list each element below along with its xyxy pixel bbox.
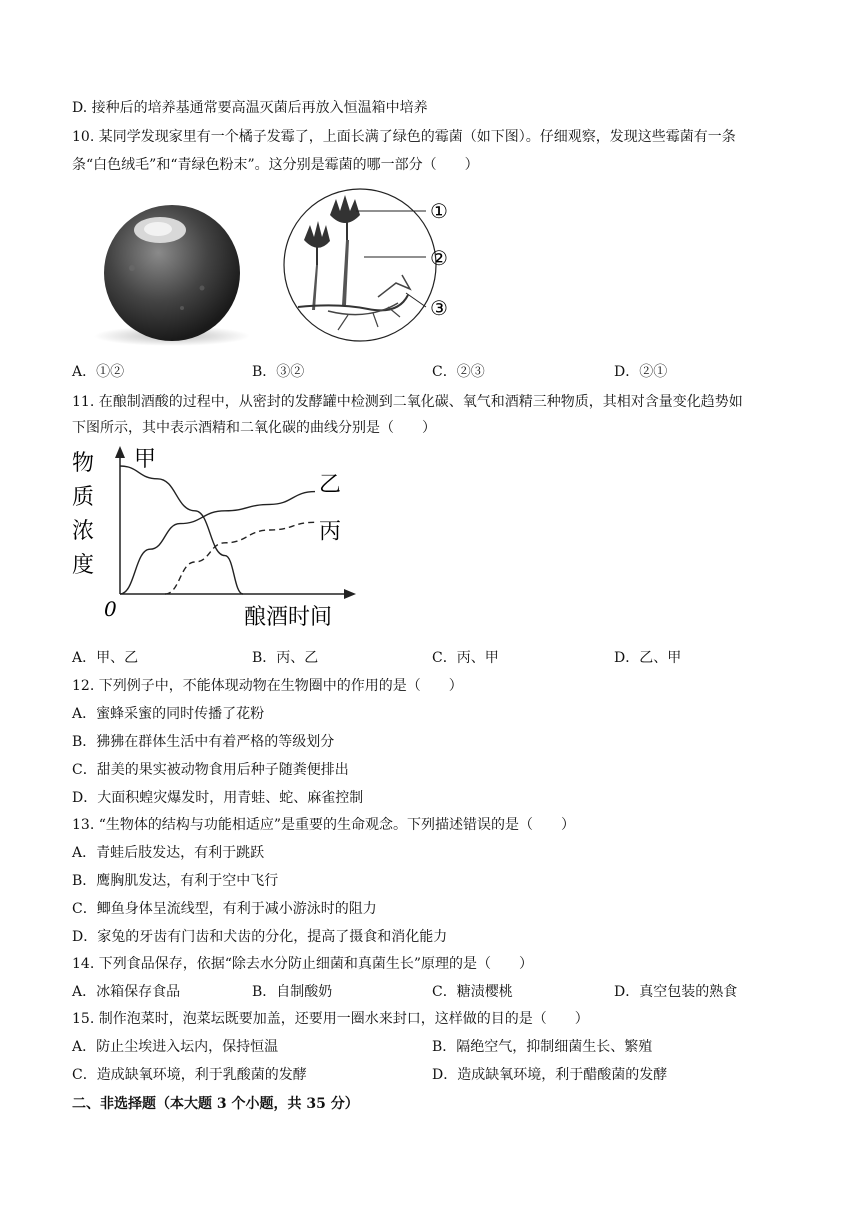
series-label-0: 甲 — [134, 447, 157, 472]
q15-option-b: B．隔绝空气，抑制细菌生长、繁殖 — [432, 1039, 653, 1055]
mold-structure-diagram — [278, 185, 468, 345]
chart-ylabel-char: 物 — [72, 451, 95, 476]
q14-option-d: D．真空包装的熟食 — [614, 984, 738, 1000]
q11-stem-line2: 下图所示，其中表示酒精和二氧化碳的曲线分别是（ ） — [72, 420, 436, 436]
q14-option-b: B．自制酸奶 — [252, 984, 333, 1000]
mold-label-3: ③ — [430, 296, 448, 320]
q15-option-a: A．防止尘埃进入坛内，保持恒温 — [72, 1039, 279, 1055]
section2-heading: 二、非选择题（本大题 3 个小题，共 35 分） — [72, 1096, 359, 1112]
moldy-orange-photo — [72, 188, 262, 348]
q15-stem: 15. 制作泡菜时，泡菜坛既要加盖，还要用一圈水来封口，这样做的目的是（ ） — [72, 1011, 589, 1027]
series-label-2: 丙 — [319, 519, 342, 545]
y-axis-arrow — [115, 446, 125, 458]
chart-origin-label: 0 — [104, 597, 117, 621]
q13-option-a: A．青蛙后肢发达，有利于跳跃 — [72, 845, 265, 861]
q10-option-c: C．②③ — [432, 364, 485, 380]
q10-option-b: B．③② — [252, 364, 305, 380]
q13-option-d: D．家兔的牙齿有门齿和犬齿的分化，提高了摄食和消化能力 — [72, 929, 448, 945]
series-line-1 — [120, 492, 315, 594]
q14-option-a: A．冰箱保存食品 — [72, 984, 181, 1000]
chart-ylabel-char: 浓 — [72, 519, 95, 544]
q12-option-a: A．蜜蜂采蜜的同时传播了花粉 — [72, 706, 265, 722]
q11-stem-line1: 11. 在酿制酒酸的过程中，从密封的发酵罐中检测到二氧化碳、氧气和酒精三种物质，其相对含量变化趋势如 — [72, 394, 743, 410]
chart-ylabel-char: 质 — [72, 485, 95, 510]
q14-option-c: C．糖渍樱桃 — [432, 984, 513, 1000]
q12-option-c: C．甜美的果实被动物食用后种子随粪便排出 — [72, 762, 349, 778]
q11-option-b: B．丙、乙 — [252, 650, 319, 666]
q10-option-a: A．①② — [72, 364, 125, 380]
q10-stem-line2: 条“白色绒毛”和“青绿色粉末”。这分别是霉菌的哪一部分（ ） — [72, 157, 479, 173]
q10-option-d: D．②① — [614, 364, 668, 380]
q11-option-a: A．甲、乙 — [72, 650, 139, 666]
mold-label-1: ① — [430, 199, 448, 223]
q11-option-d: D．乙、甲 — [614, 650, 682, 666]
q12-stem: 12. 下列例子中，不能体现动物在生物圈中的作用的是（ ） — [72, 678, 463, 694]
series-label-1: 乙 — [319, 472, 342, 498]
q13-option-c: C．鲫鱼身体呈流线型，有利于减小游泳时的阻力 — [72, 901, 377, 917]
mold-label-2: ② — [430, 246, 448, 270]
q10-stem-line1: 10. 某同学发现家里有一个橘子发霉了，上面长满了绿色的霉菌（如下图）。仔细观察，发现这些霉菌有一条 — [72, 129, 736, 145]
chart-xlabel: 酿酒时间 — [244, 605, 333, 630]
q12-option-b: B．狒狒在群体生活中有着严格的等级划分 — [72, 734, 335, 750]
q15-option-c: C．造成缺氧环境，利于乳酸菌的发酵 — [72, 1067, 307, 1083]
q12-option-d: D．大面积蝗灾爆发时，用青蛙、蛇、麻雀控制 — [72, 790, 364, 806]
chart-ylabel-char: 度 — [72, 553, 95, 578]
q9-option-d: D. 接种后的培养基通常要高温灭菌后再放入恒温箱中培养 — [72, 100, 428, 116]
chart-ylabel — [72, 451, 94, 578]
series-line-0 — [120, 466, 243, 594]
q14-stem: 14. 下列食品保存，依据“除去水分防止细菌和真菌生长”原理的是（ ） — [72, 956, 534, 972]
series-line-2 — [165, 522, 315, 594]
q13-option-b: B．鹰胸肌发达，有利于空中飞行 — [72, 873, 279, 889]
q15-option-d: D．造成缺氧环境，利于醋酸菌的发酵 — [432, 1067, 668, 1083]
fermentation-chart — [72, 444, 372, 636]
x-axis-arrow — [344, 589, 356, 599]
q11-option-c: C．丙、甲 — [432, 650, 499, 666]
q13-stem: 13. “生物体的结构与功能相适应”是重要的生命观念。下列描述错误的是（ ） — [72, 817, 576, 833]
